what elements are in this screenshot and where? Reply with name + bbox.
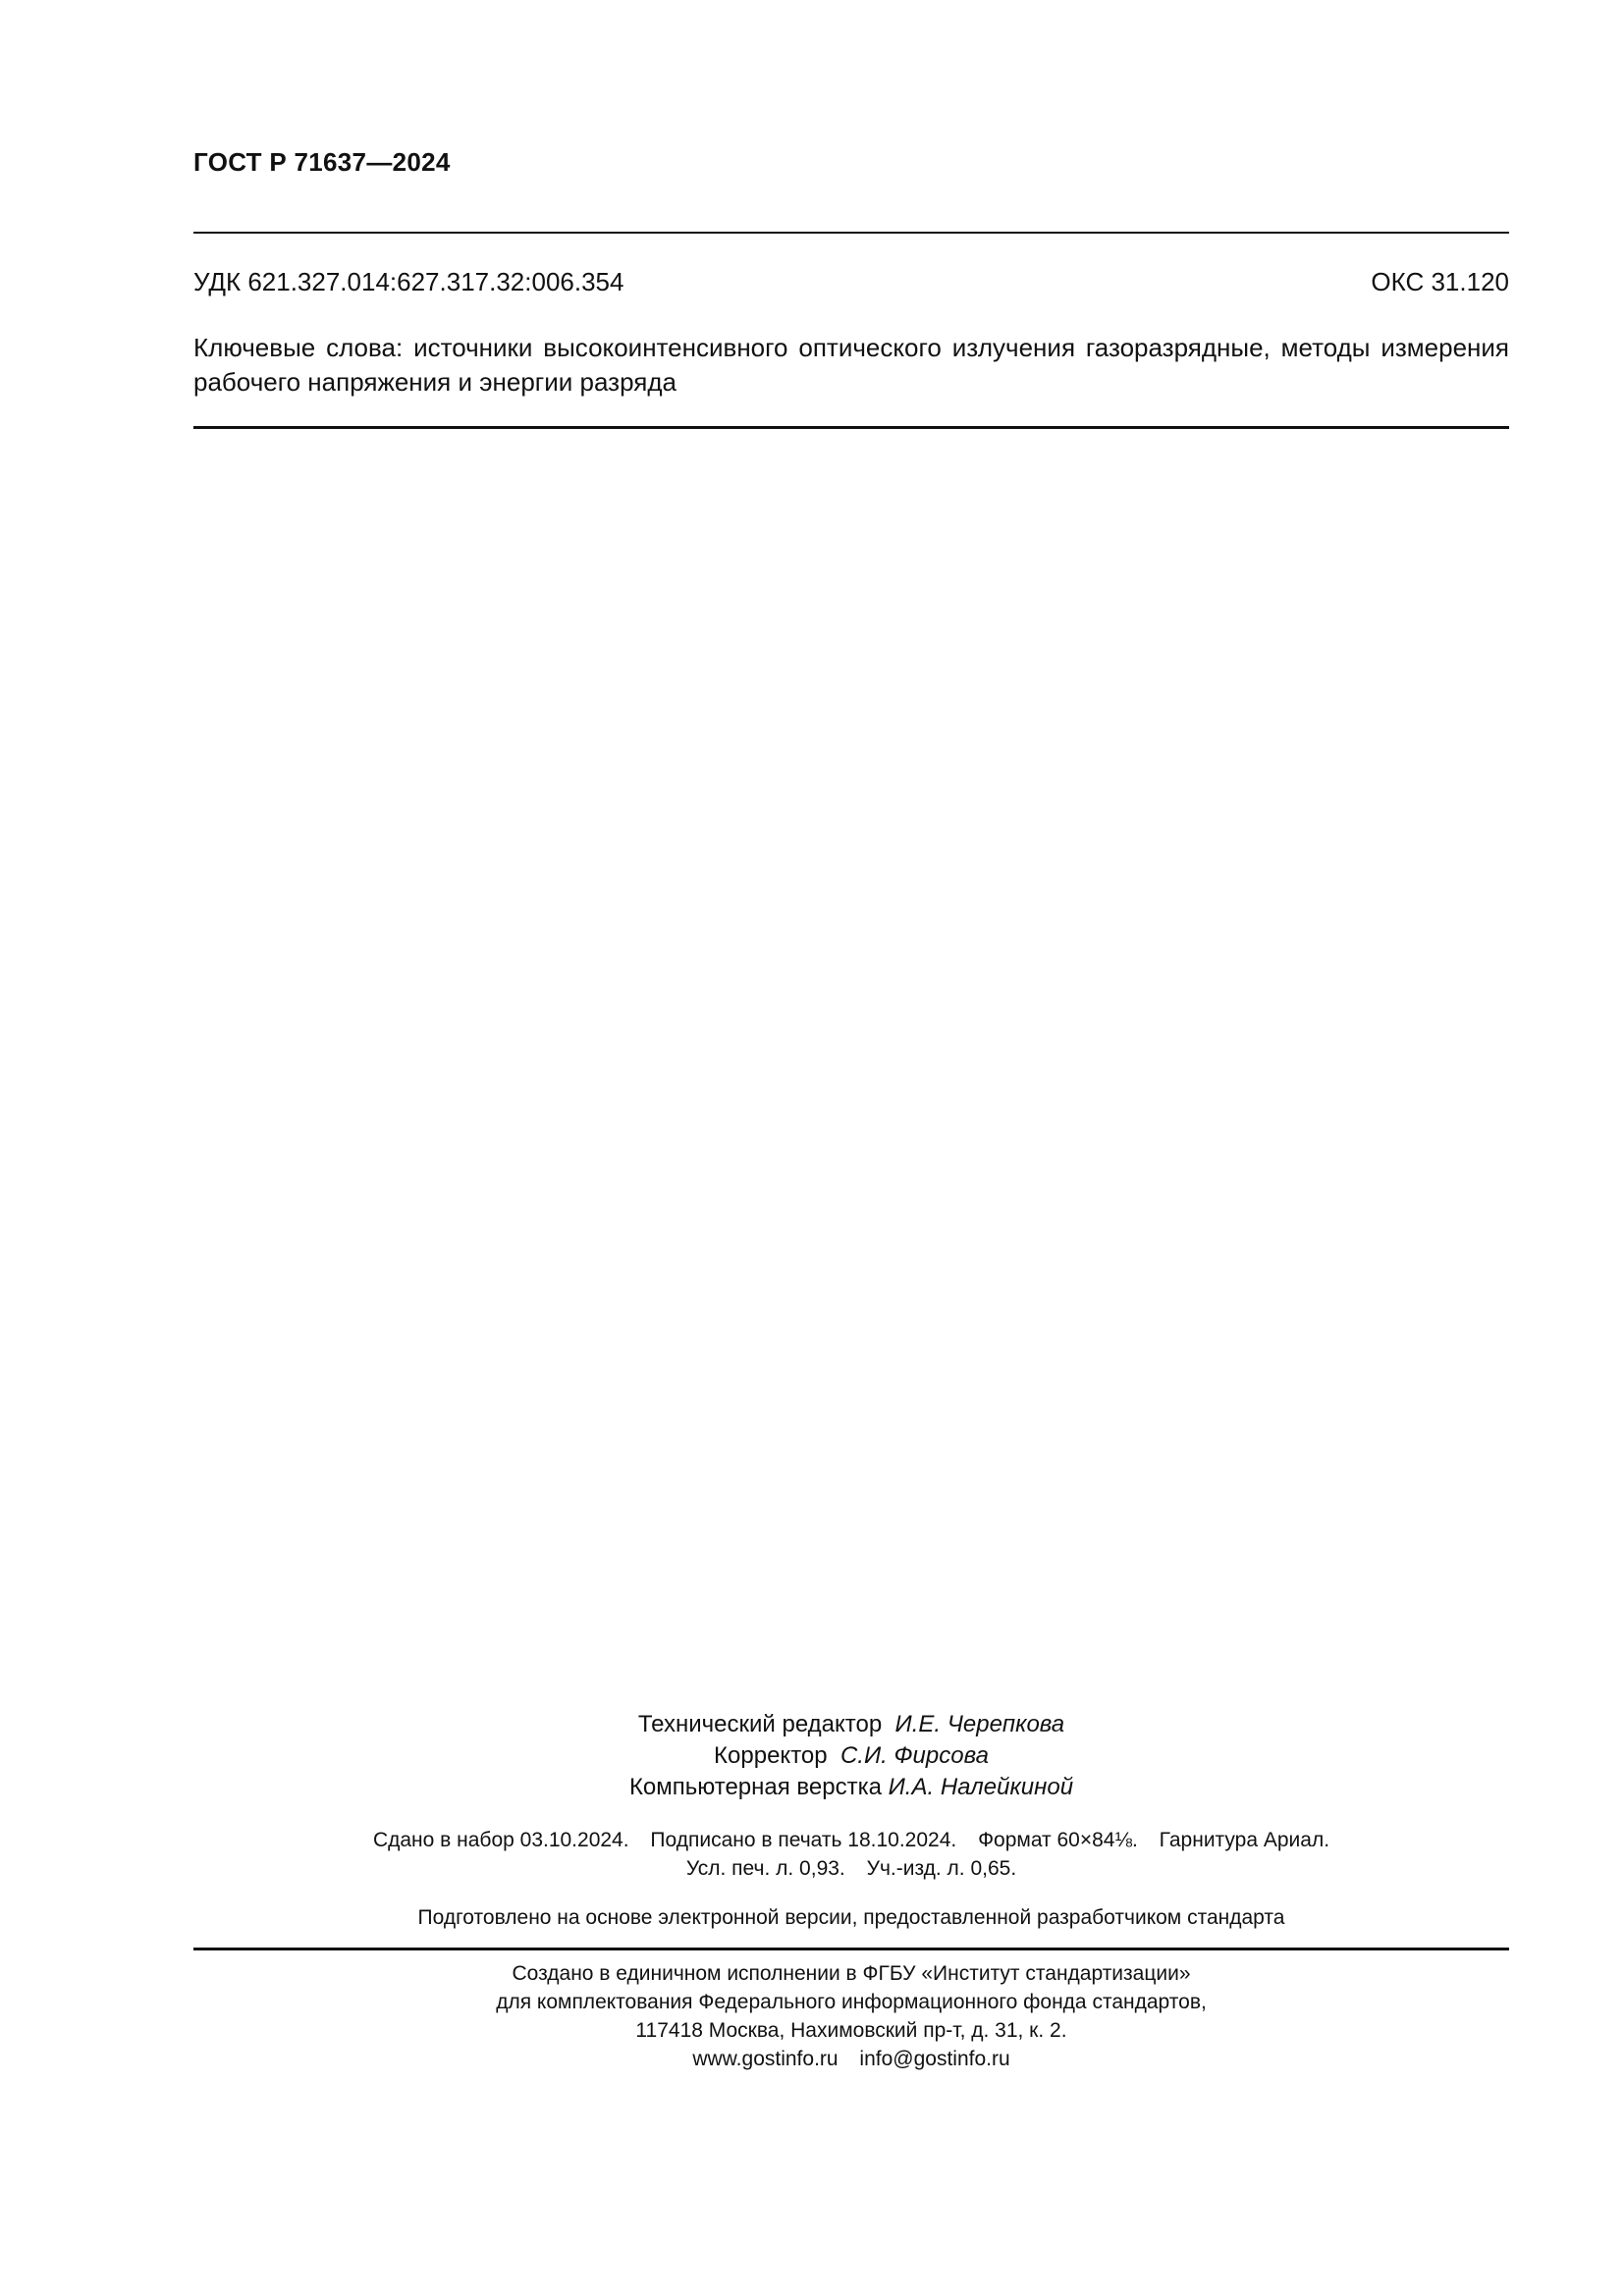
publisher-sheets: Уч.-изд. л. 0,65. <box>866 1857 1017 1880</box>
tech-editor-label: Технический редактор <box>637 1711 883 1737</box>
imprint-line-1: Создано в единичном исполнении в ФГБУ «Институт стандартизации» <box>512 1962 1191 1985</box>
imprint-line-2: для комплектования Федерального информационного фонда стандартов, <box>496 1991 1207 2013</box>
oks-code: ОКС 31.120 <box>1371 267 1509 296</box>
publication-info <box>193 1826 1509 1883</box>
tech-editor-line <box>193 1709 1509 1740</box>
layout-line <box>193 1772 1509 1803</box>
website-link[interactable]: www.gostinfo.ru <box>692 2048 839 2070</box>
tech-editor-name: И.Е. Черепкова <box>894 1711 1065 1737</box>
imprint-divider <box>193 1948 1509 1950</box>
signed-date: Подписано в печать 18.10.2024. <box>650 1829 957 1851</box>
typeface: Гарнитура Ариал. <box>1159 1829 1330 1851</box>
layout-label: Компьютерная верстка <box>628 1774 882 1800</box>
prepared-note: Подготовлено на основе электронной версии, предоставленной разработчиком стандарта <box>417 1906 1285 1929</box>
paper-format: Формат 60×84⅛. <box>978 1829 1138 1851</box>
standard-code: ГОСТ Р 71637—2024 <box>193 147 451 177</box>
top-divider <box>193 232 1509 234</box>
layout-name: И.А. Налейкиной <box>888 1774 1074 1800</box>
publication-line-2 <box>193 1854 1509 1883</box>
classification-row <box>193 267 1509 297</box>
corrector-label: Корректор <box>714 1742 828 1769</box>
corrector-name: С.И. Фирсова <box>839 1742 989 1769</box>
corrector-line <box>193 1740 1509 1772</box>
email-link[interactable]: info@gostinfo.ru <box>859 2048 1010 2070</box>
submitted-date: Сдано в набор 03.10.2024. <box>372 1829 629 1851</box>
imprint-address: 117418 Москва, Нахимовский пр-т, д. 31, к. 2. <box>635 2019 1067 2042</box>
imprint-block <box>193 1959 1509 2073</box>
keywords-paragraph: Ключевые слова: источники высокоинтенсивного оптического излучения газоразрядные, методы измерения рабочего напряжения и энергии разряда <box>193 333 1509 397</box>
imprint-contacts <box>193 2045 1509 2073</box>
udk-code: УДК 621.327.014:627.317.32:006.354 <box>193 267 624 296</box>
print-sheets: Усл. печ. л. 0,93. <box>685 1857 845 1880</box>
publication-line-1 <box>193 1826 1509 1854</box>
keywords-divider <box>193 426 1509 429</box>
credits-block <box>193 1709 1509 1803</box>
